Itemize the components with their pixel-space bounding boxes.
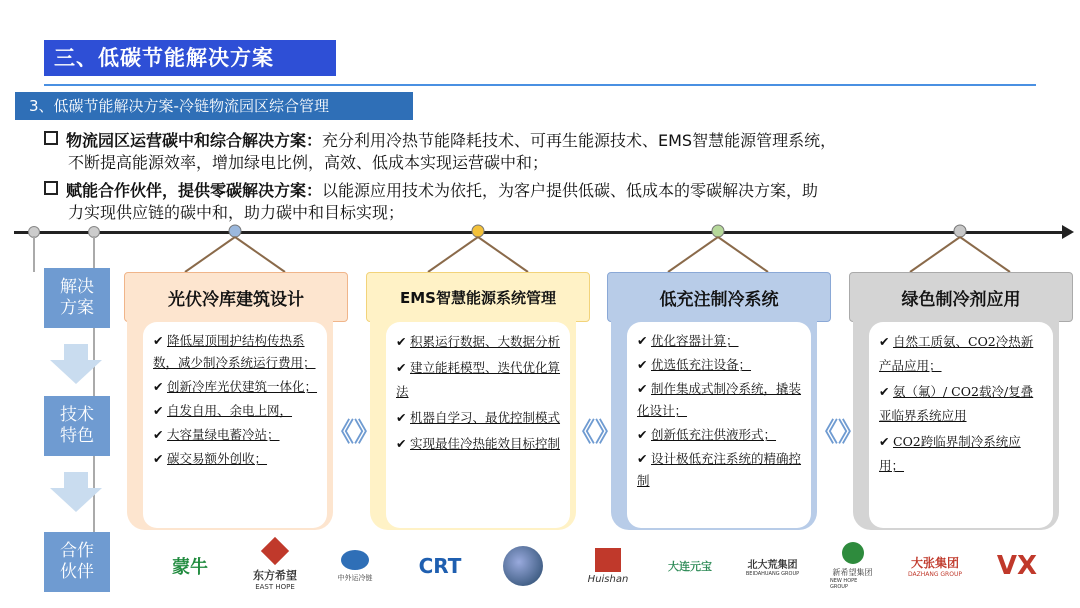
item-text: 创新冷库光伏建筑一体化； [167, 379, 318, 394]
column-header-low-charge: 低充注制冷系统 [607, 272, 831, 322]
item-text: 积累运行数据、大数据分析 [410, 334, 561, 349]
side-label-line: 解决 [60, 277, 94, 297]
item-text: 自然工质氨、CO2冷热新产品应用； [879, 334, 1034, 373]
logo-easthope: 东方希望 EAST HOPE [240, 540, 310, 592]
logo-newhope: 新希望集团 NEW HOPE GROUP [830, 540, 875, 592]
bullet-2-text: 以能源应用技术为依托，为客户提供低碳、低成本的零碳解决方案，助 [322, 181, 819, 200]
item-text: 设计极低充注系统的精确控制 [637, 451, 802, 488]
logo-dalian: 大连元宝 [668, 560, 712, 573]
logo-vx: VX [996, 551, 1038, 581]
list-item: ✔ 建立能耗模型、迭代优化算法 [396, 360, 561, 399]
bullet-1-heading: 物流园区运营碳中和综合解决方案： [66, 131, 323, 150]
list-item: ✔ 氨（氟）/ CO2载冷/复叠亚临界系统应用 [879, 384, 1034, 423]
connector-chevrons-icon: 《》 [328, 418, 381, 448]
side-label-features [44, 396, 110, 456]
side-label-line: 方案 [60, 298, 94, 318]
item-text: 制作集成式制冷系统，撬装化设计； [637, 381, 802, 418]
item-text: 大容量绿电蓄冷站； [167, 427, 280, 442]
down-arrow-icon [46, 344, 106, 384]
list-item: ✔ 机器自学习、最优控制模式 [396, 410, 561, 425]
list-item: ✔ 自发自用、余电上网， [153, 403, 293, 418]
list-item: ✔ 创新冷库光伏建筑一体化； [153, 379, 318, 394]
timeline-hangers [0, 0, 1080, 280]
column-header-pv: 光伏冷库建筑设计 [124, 272, 348, 322]
list-item: ✔ 降低屋顶围护结构传热系数，减少制冷系统运行费用； [153, 333, 316, 370]
side-label-solutions [44, 268, 110, 328]
item-text: 优化容器计算； [651, 333, 739, 348]
section-title: 三、低碳节能解决方案 [44, 40, 336, 76]
bullet-2-text-cont: 力实现供应链的碳中和，助力碳中和目标实现； [68, 203, 405, 222]
column-header-refrigerant: 绿色制冷剂应用 [849, 272, 1073, 322]
item-text: 建立能耗模型、迭代优化算法 [396, 360, 561, 399]
bullet-1-text: 充分利用冷热节能降耗技术、可再生能源技术、EMS智慧能源管理系统， [322, 131, 837, 150]
logo-mengniu: 蒙牛 [172, 557, 208, 578]
card-low-charge [627, 322, 811, 528]
logo-globe [498, 540, 548, 592]
list-item: ✔ 碳交易额外创收； [153, 451, 268, 466]
card-pv [143, 322, 327, 528]
side-label-line: 技术 [60, 405, 94, 425]
list-item: ✔ 自然工质氨、CO2冷热新产品应用； [879, 334, 1034, 373]
item-text: 降低屋顶围护结构传热系数，减少制冷系统运行费用； [153, 333, 316, 370]
list-item: ✔ 创新低充注供液形式； [637, 427, 777, 442]
list-item: ✔ 积累运行数据、大数据分析 [396, 334, 561, 349]
item-text: 碳交易额外创收； [167, 451, 268, 466]
down-arrow-icon [46, 472, 106, 512]
subsection-title: 3、低碳节能解决方案-冷链物流园区综合管理 [15, 92, 413, 120]
list-item: ✔ 优化容器计算； [637, 333, 739, 348]
logo-crt: CRT [418, 554, 462, 578]
logo-sinotrans: 中外运冷链 [330, 540, 380, 592]
bullet-1-text-cont: 不断提高能源效率，增加绿电比例，高效、低成本实现运营碳中和； [68, 153, 549, 172]
list-item: ✔ CO2跨临界制冷系统应用； [879, 434, 1021, 473]
connector-chevrons-icon: 《》 [569, 418, 622, 448]
logo-beidahuang: 北大荒集团 BEIDAHUANG GROUP [745, 559, 800, 577]
side-label-line: 合作 [60, 541, 94, 561]
list-item: ✔ 制作集成式制冷系统，撬装化设计； [637, 381, 802, 418]
partner-logos [0, 540, 1080, 592]
list-item: ✔ 设计极低充注系统的精确控制 [637, 451, 802, 488]
connector-chevrons-icon: 《》 [812, 418, 865, 448]
item-text: 优选低充注设备； [651, 357, 752, 372]
item-text: 实现最佳冷热能效目标控制 [410, 436, 561, 451]
item-text: CO2跨临界制冷系统应用； [879, 434, 1021, 473]
column-header-ems: EMS智慧能源系统管理 [366, 272, 590, 322]
logo-dazhang: 大张集团 DAZHANG GROUP [908, 556, 962, 578]
list-item: ✔ 实现最佳冷热能效目标控制 [396, 436, 561, 451]
card-refrigerant [869, 322, 1053, 528]
item-text: 自发自用、余电上网， [167, 403, 293, 418]
item-text: 氨（氟）/ CO2载冷/复叠亚临界系统应用 [879, 384, 1034, 423]
list-item: ✔ 优选低充注设备； [637, 357, 752, 372]
bullet-2-heading: 赋能合作伙伴，提供零碳解决方案： [66, 181, 323, 200]
side-label-line: 特色 [60, 426, 94, 446]
card-ems [386, 322, 570, 528]
item-text: 机器自学习、最优控制模式 [410, 410, 561, 425]
logo-huishan: Huishan [583, 540, 633, 592]
item-text: 创新低充注供液形式； [651, 427, 777, 442]
side-label-line: 伙伴 [60, 562, 94, 582]
list-item: ✔ 大容量绿电蓄冷站； [153, 427, 280, 442]
